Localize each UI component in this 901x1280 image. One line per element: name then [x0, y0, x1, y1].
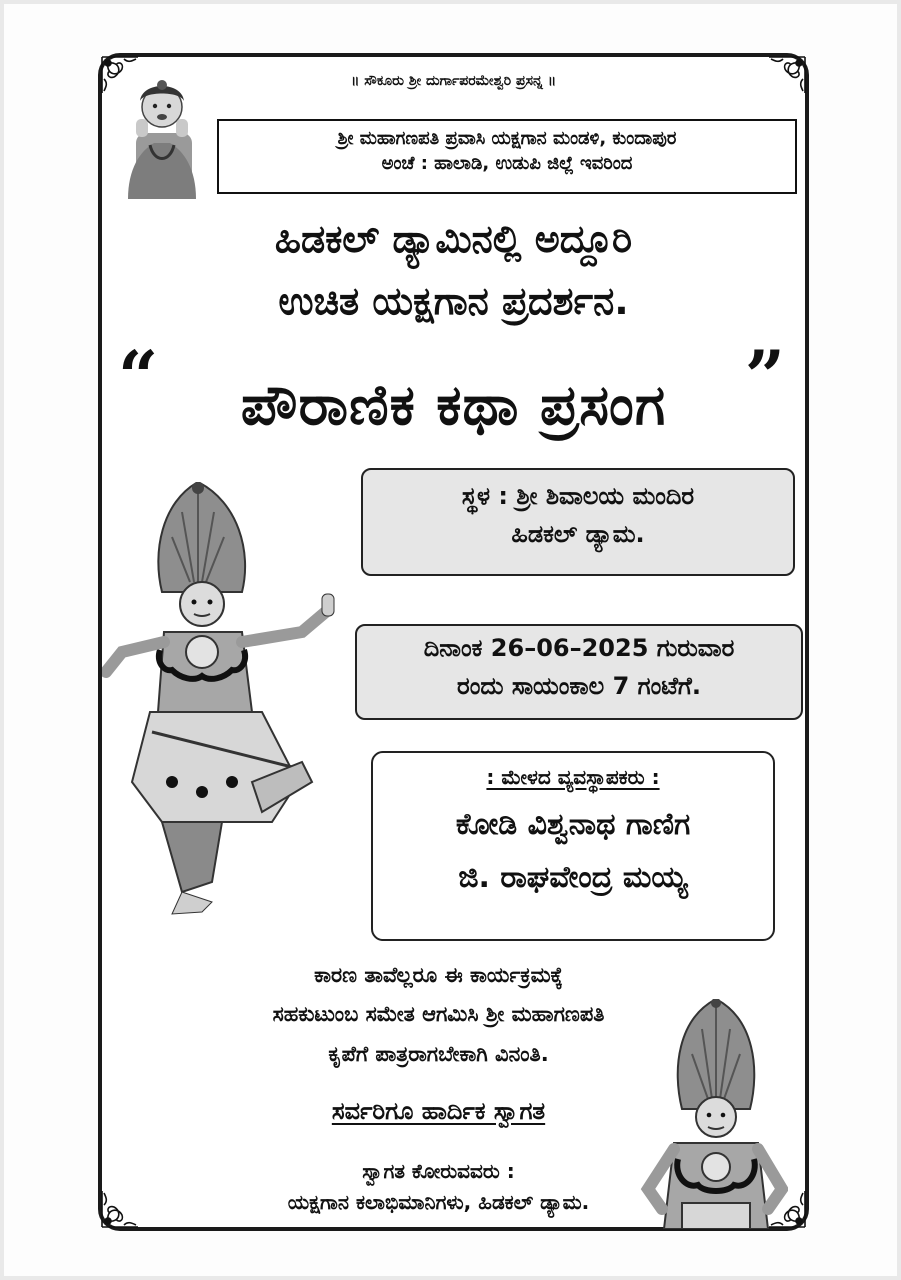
poster-sheet	[4, 4, 897, 1276]
headline-line-1: ಹಿಡಕಲ್ ಡ್ಯಾಮಿನಲ್ಲಿ ಅದ್ದೂರಿ	[274, 217, 633, 261]
episode-title: ಪೌರಾಣಿಕ ಕಥಾ ಪ್ರಸಂಗ	[240, 373, 667, 438]
date-time-box	[355, 624, 803, 720]
invitation-line-2: ಸಹಕುಟುಂಬ ಸಮೇತ ಆಗಮಿಸಿ ಶ್ರೀ ಮಹಾಗಣಪತಿ	[272, 1002, 605, 1026]
invitation-line-3: ಕೃಪೆಗೆ ಪಾತ್ರರಾಗಬೇಕಾಗಿ ವಿನಂತಿ.	[328, 1042, 549, 1066]
yakshagana-dancer-photo-bottom	[638, 999, 788, 1229]
dancer-photo-top	[114, 73, 210, 199]
hosts-label: ಸ್ವಾಗತ ಕೋರುವವರು :	[362, 1159, 515, 1183]
open-quote: “	[118, 335, 159, 418]
close-quote: ”	[744, 335, 785, 418]
organizer-name-2: ಜಿ. ರಾಘವೇಂದ್ರ ಮಯ್ಯ	[458, 860, 688, 895]
organizer-name-1: ಕೋಡಿ ವಿಶ್ವನಾಥ ಗಾಣಿಗ	[455, 807, 691, 842]
invocation-line: ॥ ಸೌಕೂರು ಶ್ರೀ ದುರ್ಗಾಪರಮೇಶ್ವರಿ ಪ್ರಸನ್ನ ॥	[350, 73, 557, 89]
hosts-names: ಯಕ್ಷಗಾನ ಕಲಾಭಿಮಾನಿಗಳು, ಹಿಡಕಲ್ ಡ್ಯಾಮ.	[287, 1190, 590, 1214]
invitation-line-1: ಕಾರಣ ತಾವೆಲ್ಲರೂ ಈ ಕಾರ್ಯಕ್ರಮಕ್ಕೆ	[314, 963, 563, 987]
organizers-box	[371, 751, 775, 941]
organizers-heading: : ಮೇಳದ ವ್ಯವಸ್ಥಾಪಕರು :	[486, 765, 660, 789]
troupe-info-box	[217, 119, 797, 194]
troupe-address: ಅಂಚೆ : ಹಾಲಾಡಿ, ಉಡುಪಿ ಜಿಲ್ಲೆ ಇವರಿಂದ	[381, 153, 633, 174]
poster-frame	[98, 53, 809, 1231]
yakshagana-dancer-photo	[102, 482, 342, 922]
venue-box	[361, 468, 795, 576]
date-line: ದಿನಾಂಕ 26–06–2025 ಗುರುವಾರ	[423, 634, 735, 662]
venue-line-1: ಸ್ಥಳ : ಶ್ರೀ ಶಿವಾಲಯ ಮಂದಿರ	[461, 482, 695, 510]
welcome-heading: ಸರ್ವರಿಗೂ ಹಾರ್ದಿಕ ಸ್ವಾಗತ	[331, 1097, 546, 1125]
time-line: ರಂದು ಸಾಯಂಕಾಲ 7 ಗಂಟೆಗೆ.	[457, 672, 701, 700]
headline-line-2: ಉಚಿತ ಯಕ್ಷಗಾನ ಪ್ರದರ್ಶನ.	[278, 279, 629, 323]
troupe-name: ಶ್ರೀ ಮಹಾಗಣಪತಿ ಪ್ರವಾಸಿ ಯಕ್ಷಗಾನ ಮಂಡಳಿ, ಕುಂದಾಪುರ	[337, 128, 677, 149]
venue-line-2: ಹಿಡಕಲ್ ಡ್ಯಾಮ.	[511, 520, 645, 548]
